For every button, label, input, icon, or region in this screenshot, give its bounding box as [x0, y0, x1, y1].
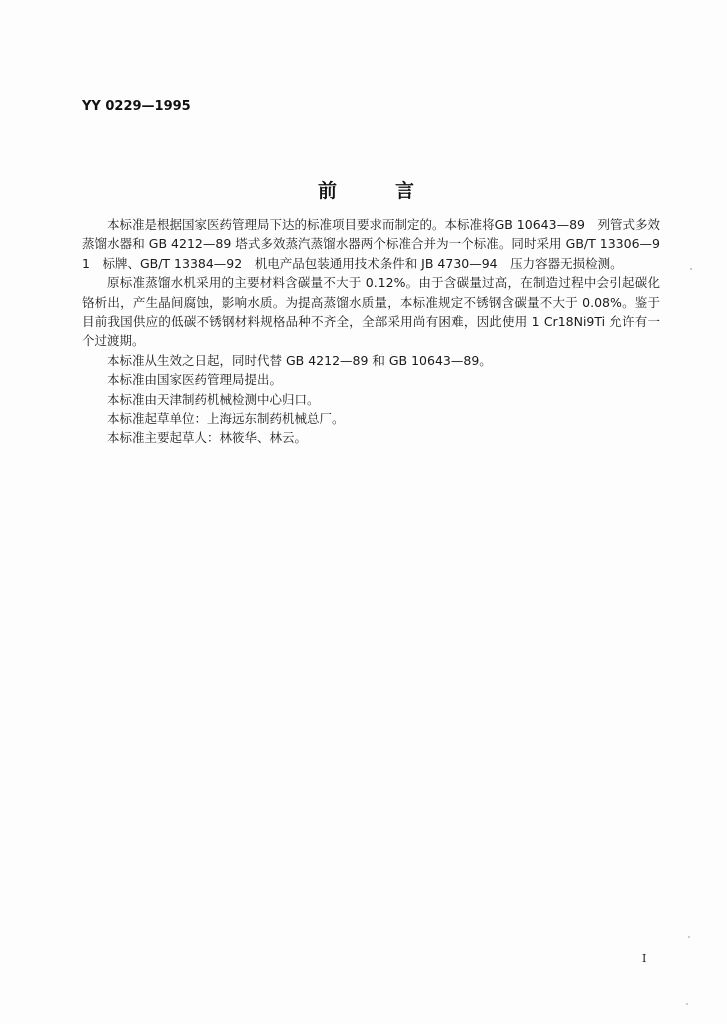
paragraph-material: 原标准蒸馏水机采用的主要材料含碳量不大于 0.12%。由于含碳量过高，在制造过程中会引起碳化铬析出，产生晶间腐蚀，影响水质。为提高蒸馏水质量，本标准规定不锈钢含碳量不大于 0.08%。鉴于目前我国供应的低碳不锈钢材料规格品种不齐全，全部采用尚有困难，因此使用 1 Cr18Ni9Ti 允许有一个过渡期。	[82, 275, 660, 349]
paragraph-drafters: 本标准主要起草人：林筱华、林云。	[107, 430, 308, 446]
scan-speck	[690, 268, 692, 270]
paragraph-drafting-unit: 本标准起草单位：上海远东制药机械总厂。	[107, 411, 345, 427]
scan-speck	[686, 1003, 688, 1005]
preface-body	[82, 215, 660, 448]
paragraph-replacement: 本标准从生效之日起，同时代替 GB 4212—89 和 GB 10643—89。	[107, 352, 492, 368]
page-title: 前言	[318, 180, 473, 202]
paragraph-proposer: 本标准由国家医药管理局提出。	[107, 372, 283, 388]
standard-code: YY 0229—1995	[82, 99, 191, 114]
paragraph-purpose: 本标准是根据国家医药管理局下达的标准项目要求而制定的。本标准将GB 10643—89 列管式多效蒸馏水器和 GB 4212—89 塔式多效蒸汽蒸馏水器两个标准合并为一个标准。同时采用 GB/T 13306—91 标牌、GB/T 13384—92 机电产品包装通用技术条件和 JB 4730—94 压力容器无损检测。	[82, 217, 660, 271]
scan-speck	[688, 936, 690, 938]
page-number: I	[642, 952, 647, 965]
paragraph-centralized: 本标准由天津制药机械检测中心归口。	[107, 391, 320, 407]
